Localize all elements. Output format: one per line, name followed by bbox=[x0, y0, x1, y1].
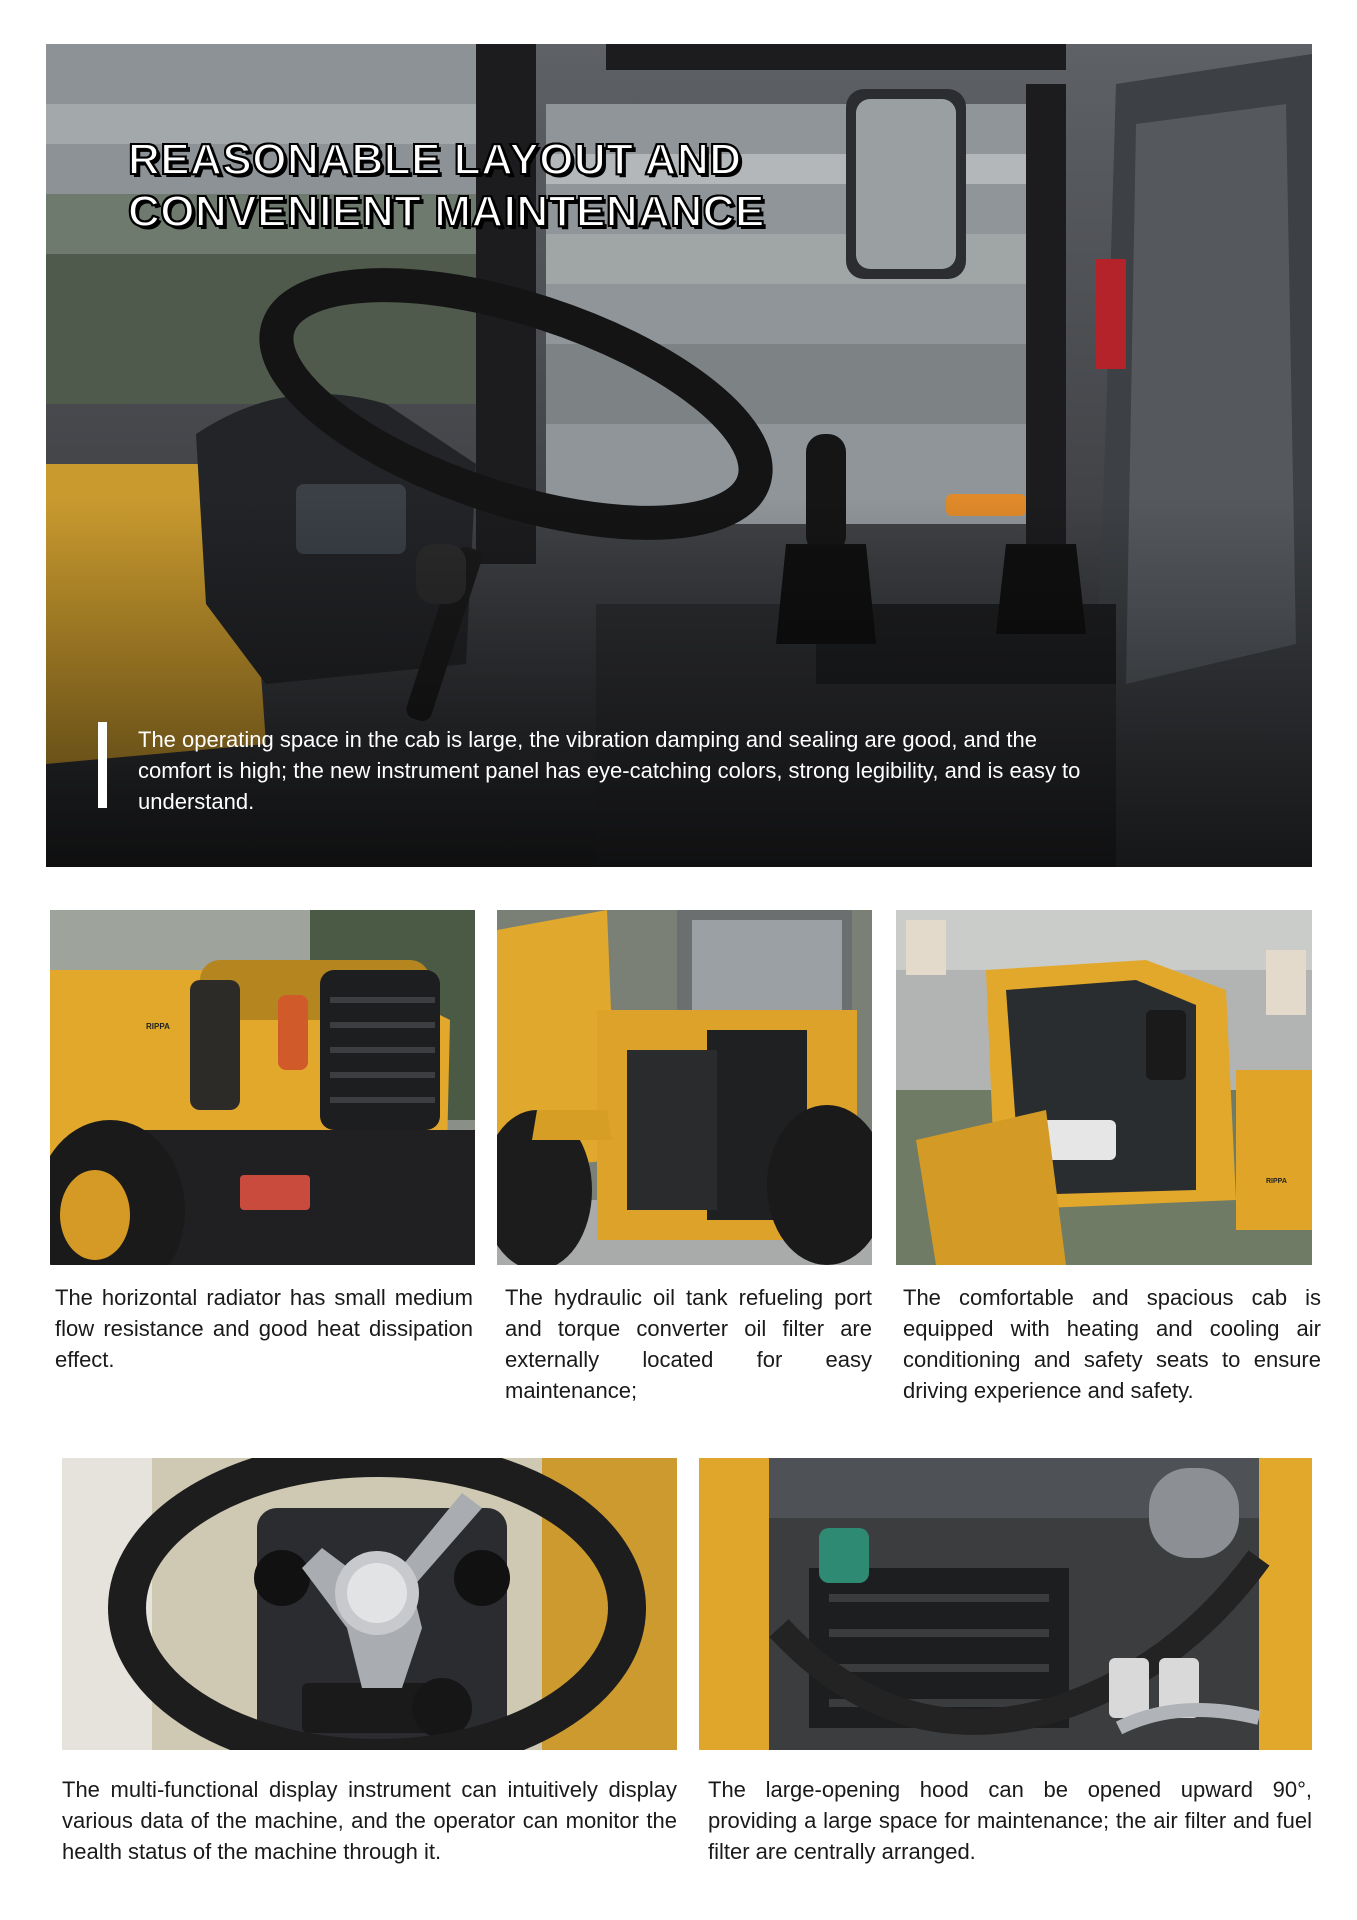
radiator-photo bbox=[50, 910, 475, 1265]
caption-accent-bar bbox=[98, 722, 107, 808]
instrument-image bbox=[62, 1458, 677, 1750]
rippa-badge-1: RIPPA bbox=[146, 1022, 170, 1031]
hydraulic-tank-image bbox=[497, 910, 872, 1265]
instrument-photo bbox=[62, 1458, 677, 1750]
engine-image bbox=[699, 1458, 1312, 1750]
cab-exterior-photo bbox=[896, 910, 1312, 1265]
hydraulic-tank-caption: The hydraulic oil tank refueling port and torque converter oil filter are externally located for easy maintenance; bbox=[505, 1285, 872, 1403]
hero-title-line2: CONVENIENT MAINTENANCE bbox=[128, 187, 765, 236]
radiator-image bbox=[50, 910, 475, 1265]
cab-exterior-image bbox=[896, 910, 1312, 1265]
hydraulic-tank-photo bbox=[497, 910, 872, 1265]
hero-cab-photo bbox=[46, 44, 1312, 867]
cab-caption: The comfortable and spacious cab is equipped with heating and cooling air conditioning and safety seats to ensure driving experience and safety. bbox=[903, 1285, 1321, 1403]
hero-title bbox=[128, 134, 765, 238]
hero-title-line1: REASONABLE LAYOUT AND bbox=[128, 135, 742, 184]
radiator-caption: The horizontal radiator has small medium flow resistance and good heat dissipation effect. bbox=[55, 1285, 473, 1372]
hero-caption: The operating space in the cab is large, the vibration damping and sealing are good, and the comfort is high; the new instrument panel has eye-catching colors, strong legibility, and is easy to understand. bbox=[138, 727, 1081, 814]
engine-photo bbox=[699, 1458, 1312, 1750]
instrument-caption: The multi-functional display instrument can intuitively display various data of the machine, and the operator can monitor the health status of the machine through it. bbox=[62, 1777, 677, 1864]
rippa-badge-3: RIPPA bbox=[1266, 1178, 1287, 1185]
engine-caption: The large-opening hood can be opened upward 90°, providing a large space for maintenance; the air filter and fuel filter are centrally arranged. bbox=[708, 1777, 1312, 1864]
